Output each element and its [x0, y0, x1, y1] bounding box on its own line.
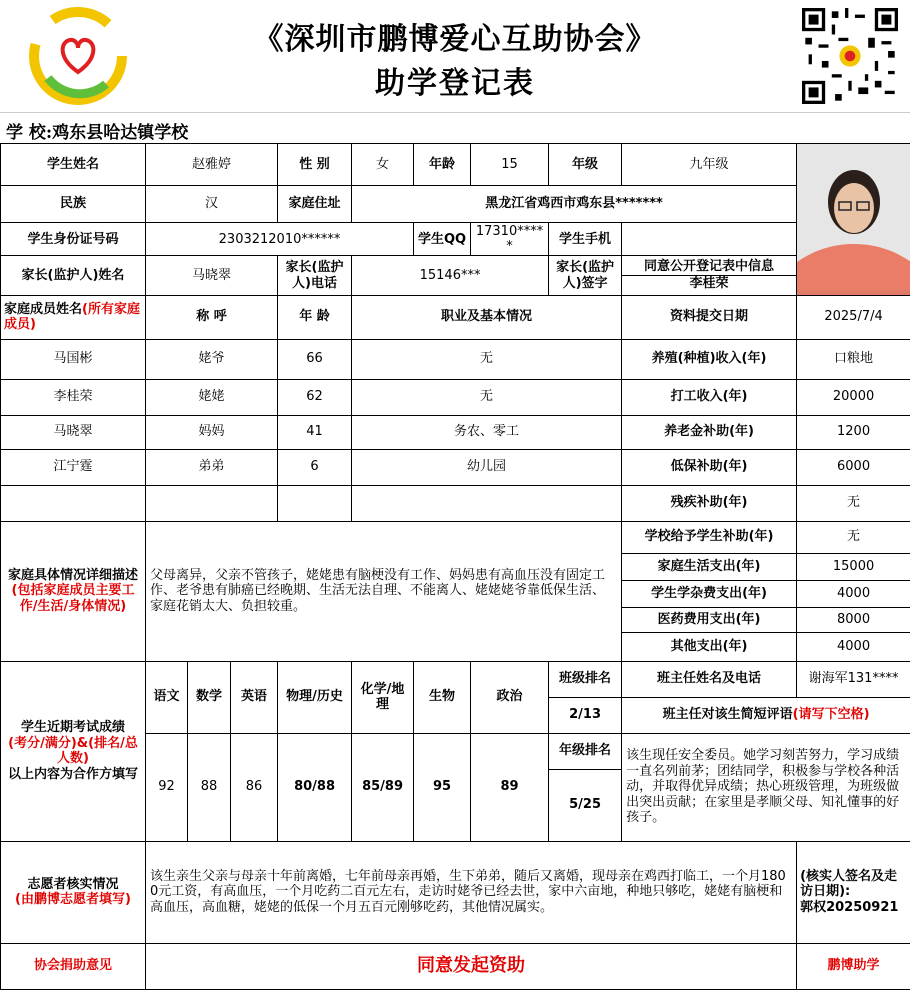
volunteer-label	[1, 841, 146, 943]
grade-rank: 5/25	[549, 769, 622, 841]
consent-cell	[622, 256, 797, 295]
job-header: 职业及基本情况	[352, 295, 622, 339]
member-age: 6	[278, 449, 352, 485]
guardian-phone: 15146***	[352, 256, 549, 295]
member-job: 务农、零工	[352, 415, 622, 449]
header-divider	[0, 112, 910, 113]
qq-value: 17310*****	[471, 223, 549, 256]
situation-label-note: (包括家庭成员主要工作/生活/身体情况)	[11, 583, 135, 614]
member-job: 无	[352, 339, 622, 379]
ethnicity-label: 民族	[1, 186, 146, 223]
member-relation: 妈妈	[146, 415, 278, 449]
tuition-value: 4000	[797, 580, 910, 607]
member-age: 41	[278, 415, 352, 449]
subject-header: 数学	[188, 661, 231, 733]
id-value: 2303212010******	[146, 223, 414, 256]
member-relation: 姥爷	[146, 339, 278, 379]
student-name-label: 学生姓名	[1, 144, 146, 186]
disability-value: 无	[797, 485, 910, 521]
member-name: 马国彬	[1, 339, 146, 379]
living-cost: 15000	[797, 553, 910, 580]
member-job: 幼儿园	[352, 449, 622, 485]
registration-form	[0, 143, 910, 990]
scores-label-b: (考分/满分)&(排名/总人数)	[8, 735, 138, 767]
teacher-label: 班主任姓名及电话	[622, 661, 797, 697]
guardian-name: 马晓翠	[146, 256, 278, 295]
age-label: 年龄	[414, 144, 471, 186]
member-relation	[146, 485, 278, 521]
guardian-sign-label: 家长(监护人)签字	[549, 256, 622, 295]
volunteer-label-a: 志愿者核实情况	[27, 876, 119, 892]
grade-rank-label: 年级排名	[549, 733, 622, 769]
member-name: 马晓翠	[1, 415, 146, 449]
member-name	[1, 485, 146, 521]
subject-header: 英语	[231, 661, 278, 733]
school-subsidy: 无	[797, 521, 910, 553]
student-name: 赵雅婷	[146, 144, 278, 186]
gender-value: 女	[352, 144, 414, 186]
qr-code	[802, 8, 898, 104]
scores-label-a: 学生近期考试成绩	[20, 719, 125, 735]
family-name-header	[1, 295, 146, 339]
student-photo-image	[797, 144, 910, 290]
other-cost-label: 其他支出(年)	[622, 632, 797, 661]
other-cost: 4000	[797, 632, 910, 661]
farm-income: 口粮地	[797, 339, 910, 379]
dibao-label: 低保补助(年)	[622, 449, 797, 485]
member-name: 李桂荣	[1, 379, 146, 415]
relation-header: 称 呼	[146, 295, 278, 339]
verifier-cell	[797, 841, 910, 943]
score-value: 95	[414, 733, 471, 841]
comment-label: 班主任对该生简短评语	[662, 707, 793, 723]
member-name: 江宁霆	[1, 449, 146, 485]
school-name: 学 校:鸡东县哈达镇学校	[6, 123, 189, 143]
address-value: 黑龙江省鸡西市鸡东县*******	[352, 186, 797, 223]
grade-label: 年级	[549, 144, 622, 186]
verifier-label: (核实人签名及走访日期):	[800, 868, 898, 900]
member-relation: 弟弟	[146, 449, 278, 485]
tuition-label: 学生学杂费支出(年)	[622, 580, 797, 607]
opinion-label: 协会捐助意见	[1, 943, 146, 989]
subject-header: 政治	[471, 661, 549, 733]
score-value: 86	[231, 733, 278, 841]
teacher-comment: 该生现任安全委员。她学习刻苦努力，学习成绩一直名列前茅；团结同学，积极参与学校各种活动，并取得优异成绩；热心班级管理，为班级做出突出贡献；在家里是孝顺父母、知礼懂事的好孩子。	[622, 733, 910, 841]
org-name: 鹏博助学	[797, 943, 910, 989]
consent-label: 同意公开登记表中信息	[622, 259, 796, 276]
address-label: 家庭住址	[278, 186, 352, 223]
phone-value	[622, 223, 797, 256]
scores-label-c: 以上内容为合作方填写	[7, 766, 138, 782]
member-relation: 姥姥	[146, 379, 278, 415]
pension-value: 1200	[797, 415, 910, 449]
comment-label-cell	[622, 697, 910, 733]
age-value: 15	[471, 144, 549, 186]
comment-note: (请写下空格)	[792, 707, 870, 723]
member-age-header: 年 龄	[278, 295, 352, 339]
subject-header: 化学/地理	[352, 661, 414, 733]
work-income-label: 打工收入(年)	[622, 379, 797, 415]
family-name-header-text: 家庭成员姓名	[4, 301, 83, 317]
id-label: 学生身份证号码	[1, 223, 146, 256]
header	[0, 0, 910, 112]
gender-label: 性 别	[278, 144, 352, 186]
family-name-header-note: (所有家庭成员)	[4, 301, 140, 333]
work-income: 20000	[797, 379, 910, 415]
class-rank: 2/13	[549, 697, 622, 733]
medical-label: 医药费用支出(年)	[622, 607, 797, 632]
situation-text: 父母离异，父亲不管孩子，姥姥患有脑梗没有工作、妈妈患有高血压没有固定工作、老爷患有肺癌已经晚期、生活无法自理、不能离人、姥姥姥爷靠低保生活、家庭花销太大、负担较重。	[146, 521, 622, 661]
volunteer-text: 该生亲生父亲与母亲十年前离婚，七年前母亲再婚，生下弟弟，随后又离婚，现母亲在鸡西打临工，一个月1800元工资，有高血压，一个月吃药二百元左右，走访时姥爷已经去世，家中六亩地，种地只够吃，姥姥有脑梗和高血压，高血糖，姥姥的低保一个月五百元刚够吃药，其他情况属实。	[146, 841, 797, 943]
grade-value: 九年级	[622, 144, 797, 186]
subject-header: 生物	[414, 661, 471, 733]
subject-header: 物理/历史	[278, 661, 352, 733]
medical-value: 8000	[797, 607, 910, 632]
situation-label	[1, 521, 146, 661]
subject-header: 语文	[146, 661, 188, 733]
dibao-value: 6000	[797, 449, 910, 485]
guardian-name-label: 家长(监护人)姓名	[1, 256, 146, 295]
phone-label: 学生手机	[549, 223, 622, 256]
consent-signer: 李桂荣	[689, 276, 729, 291]
living-cost-label: 家庭生活支出(年)	[622, 553, 797, 580]
ethnicity-value: 汉	[146, 186, 278, 223]
farm-income-label: 养殖(种植)收入(年)	[622, 339, 797, 379]
submit-date: 2025/7/4	[797, 295, 910, 339]
volunteer-label-b: (由鹏博志愿者填写)	[15, 892, 131, 908]
member-age: 62	[278, 379, 352, 415]
score-value: 88	[188, 733, 231, 841]
member-job: 无	[352, 379, 622, 415]
student-photo	[797, 144, 910, 296]
member-age	[278, 485, 352, 521]
submit-date-label: 资料提交日期	[622, 295, 797, 339]
opinion-value: 同意发起资助	[146, 943, 797, 989]
title-line2: 助学登记表	[375, 66, 535, 101]
scores-label	[1, 661, 146, 841]
teacher-value: 谢海军131****	[797, 661, 910, 697]
score-value: 92	[146, 733, 188, 841]
pension-label: 养老金补助(年)	[622, 415, 797, 449]
disability-label: 残疾补助(年)	[622, 485, 797, 521]
score-value: 85/89	[352, 733, 414, 841]
guardian-phone-label: 家长(监护人)电话	[278, 256, 352, 295]
class-rank-label: 班级排名	[549, 661, 622, 697]
school-subsidy-label: 学校给予学生补助(年)	[622, 521, 797, 553]
score-value: 89	[471, 733, 549, 841]
verifier-value: 郭权20250921	[800, 899, 899, 915]
member-age: 66	[278, 339, 352, 379]
member-job	[352, 485, 622, 521]
score-value: 80/88	[278, 733, 352, 841]
situation-label-text: 家庭具体情况详细描述	[7, 567, 138, 583]
title-line1: 《深圳市鹏博爱心互助协会》	[253, 22, 657, 57]
qq-label: 学生QQ	[414, 223, 471, 256]
